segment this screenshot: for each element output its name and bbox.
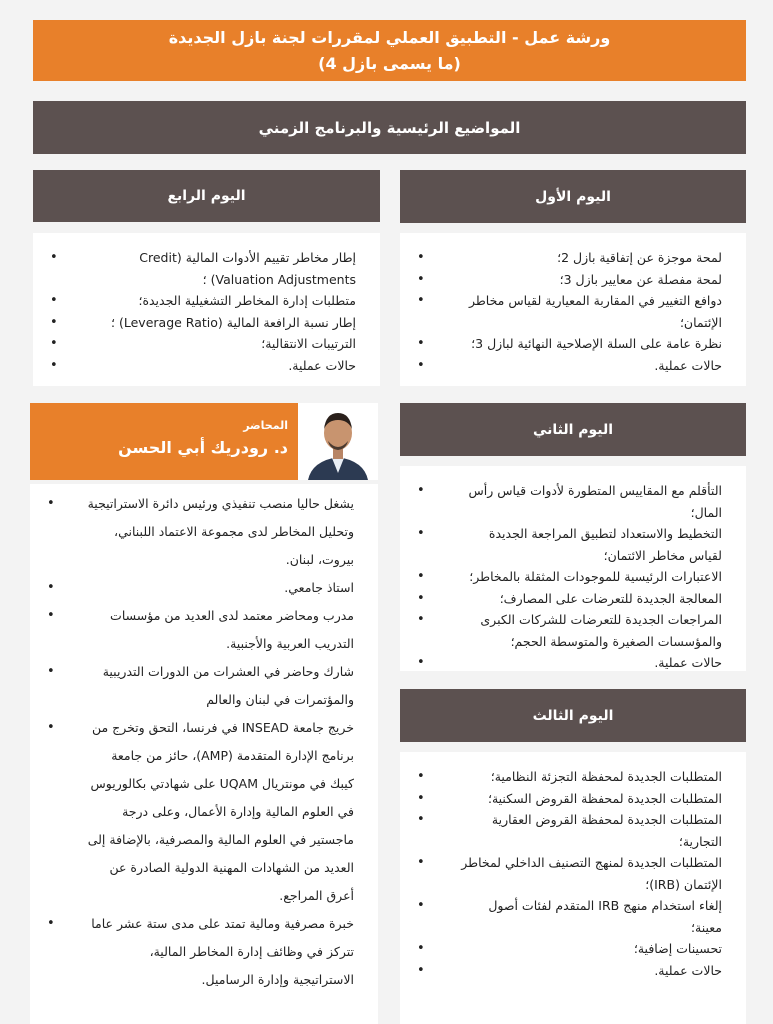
list-item: • حالات عملية. — [400, 355, 722, 377]
list-item: • حالات عملية. — [400, 652, 722, 674]
lecturer-avatar-icon — [298, 403, 378, 480]
list-item: • خبرة مصرفية ومالية تمتد على مدى ستة عشر عاما تتركز في وظائف إدارة المخاطر المالية، الاستراتيجية وإدارة الرساميل. — [30, 910, 354, 994]
day4-title: اليوم الرابع — [167, 188, 246, 204]
list-item: • إطار مخاطر تقييم الأدوات المالية (Credit Valuation Adjustments) ؛ — [33, 247, 356, 290]
lecturer-info — [30, 403, 298, 480]
day2-box — [400, 466, 746, 671]
list-item: • لمحة مفصلة عن معايير بازل 3؛ — [400, 269, 722, 291]
list-item: • استاذ جامعي. — [30, 574, 354, 602]
list-item: • التأقلم مع المقاييس المتطورة لأدوات قياس رأس المال؛ — [400, 480, 722, 523]
lecturer-header — [30, 403, 378, 480]
list-item: • متطلبات إدارة المخاطر التشغيلية الجديدة؛ — [33, 290, 356, 312]
list-item: • تحسينات إضافية؛ — [400, 938, 722, 960]
day4-list — [33, 247, 380, 376]
list-item: • لمحة موجزة عن إتفاقية بازل 2؛ — [400, 247, 722, 269]
list-item: • المراجعات الجديدة للتعرضات للشركات الكبرى والمؤسسات الصغيرة والمتوسطة الحجم؛ — [400, 609, 722, 652]
list-item: • شارك وحاضر في العشرات من الدورات التدريبية والمؤتمرات في لبنان والعالم — [30, 658, 354, 714]
list-item: • الاعتبارات الرئيسية للموجودات المثقلة بالمخاطر؛ — [400, 566, 722, 588]
lecturer-bio-list — [30, 490, 378, 994]
list-item: • إلغاء استخدام منهج IRB المتقدم لفئات أصول معينة؛ — [400, 895, 722, 938]
day3-header — [400, 689, 746, 742]
lecturer-photo — [298, 403, 378, 480]
list-item: • نظرة عامة على السلة الإصلاحية النهائية لبازل 3؛ — [400, 333, 722, 355]
day3-title: اليوم الثالث — [532, 707, 614, 724]
day1-list — [400, 247, 746, 376]
day2-title: اليوم الثاني — [532, 421, 614, 438]
list-item: • يشغل حاليا منصب تنفيذي ورئيس دائرة الاستراتيجية وتحليل المخاطر لدى مجموعة الاعتماد اللبناني، بيروت، لبنان. — [30, 490, 354, 574]
day1-title: اليوم الأول — [535, 188, 611, 205]
day2-list — [400, 480, 746, 674]
workshop-title-line1: ورشة عمل - التطبيق العملي لمقررات لجنة بازل الجديدة — [168, 27, 611, 47]
day3-list — [400, 766, 746, 981]
day4-box — [33, 233, 380, 386]
day1-header — [400, 170, 746, 223]
day4-header — [33, 170, 380, 222]
list-item: • مدرب ومحاضر معتمد لدى العديد من مؤسسات التدريب العربية والأجنبية. — [30, 602, 354, 658]
list-item: • المتطلبات الجديدة لمحفظة التجزئة النظامية؛ — [400, 766, 722, 788]
list-item: • حالات عملية. — [33, 355, 356, 377]
workshop-title-line2: (ما يسمى بازل 4) — [318, 53, 461, 73]
lecturer-name: د. رودريك أبي الحسن — [118, 438, 288, 457]
lecturer-role: المحاضر — [243, 419, 288, 432]
section-title-bar — [33, 101, 746, 154]
list-item: • المتطلبات الجديدة لمحفظة القروض العقارية التجارية؛ — [400, 809, 722, 852]
list-item: • المعالجة الجديدة للتعرضات على المصارف؛ — [400, 588, 722, 610]
day2-header — [400, 403, 746, 456]
list-item: • المتطلبات الجديدة لمنهج التصنيف الداخلي لمخاطر الإئتمان (IRB)؛ — [400, 852, 722, 895]
list-item: • حالات عملية. — [400, 960, 722, 982]
lecturer-bio-box — [30, 484, 378, 1024]
list-item: • دوافع التغيير في المقاربة المعيارية لقياس مخاطر الإئتمان؛ — [400, 290, 722, 333]
list-item: • الترتيبات الانتقالية؛ — [33, 333, 356, 355]
list-item: • التخطيط والاستعداد لتطبيق المراجعة الجديدة لقياس مخاطر الائتمان؛ — [400, 523, 722, 566]
section-title: المواضيع الرئيسية والبرنامج الزمني — [258, 118, 521, 137]
day3-box — [400, 752, 746, 1024]
list-item: • إطار نسبة الرافعة المالية (Leverage Ratio) ؛ — [33, 312, 356, 334]
workshop-title-banner — [33, 20, 746, 81]
list-item: • المتطلبات الجديدة لمحفظة القروض السكنية؛ — [400, 788, 722, 810]
day1-box — [400, 233, 746, 386]
list-item: • خريج جامعة INSEAD في فرنسا، التحق وتخرج من برنامج الإدارة المتقدمة (AMP)، حائز من جامعة كيبك في مونتريال UQAM على شهادتي بكالوريوس في العلوم المالية وإدارة الأعمال، وعلى درجة ماجستير في العلوم المالية والمصرفية، بالإضافة إلى العديد من الشهادات المهنية الدولية الصادرة عن أعرق المراجع. — [30, 714, 354, 910]
